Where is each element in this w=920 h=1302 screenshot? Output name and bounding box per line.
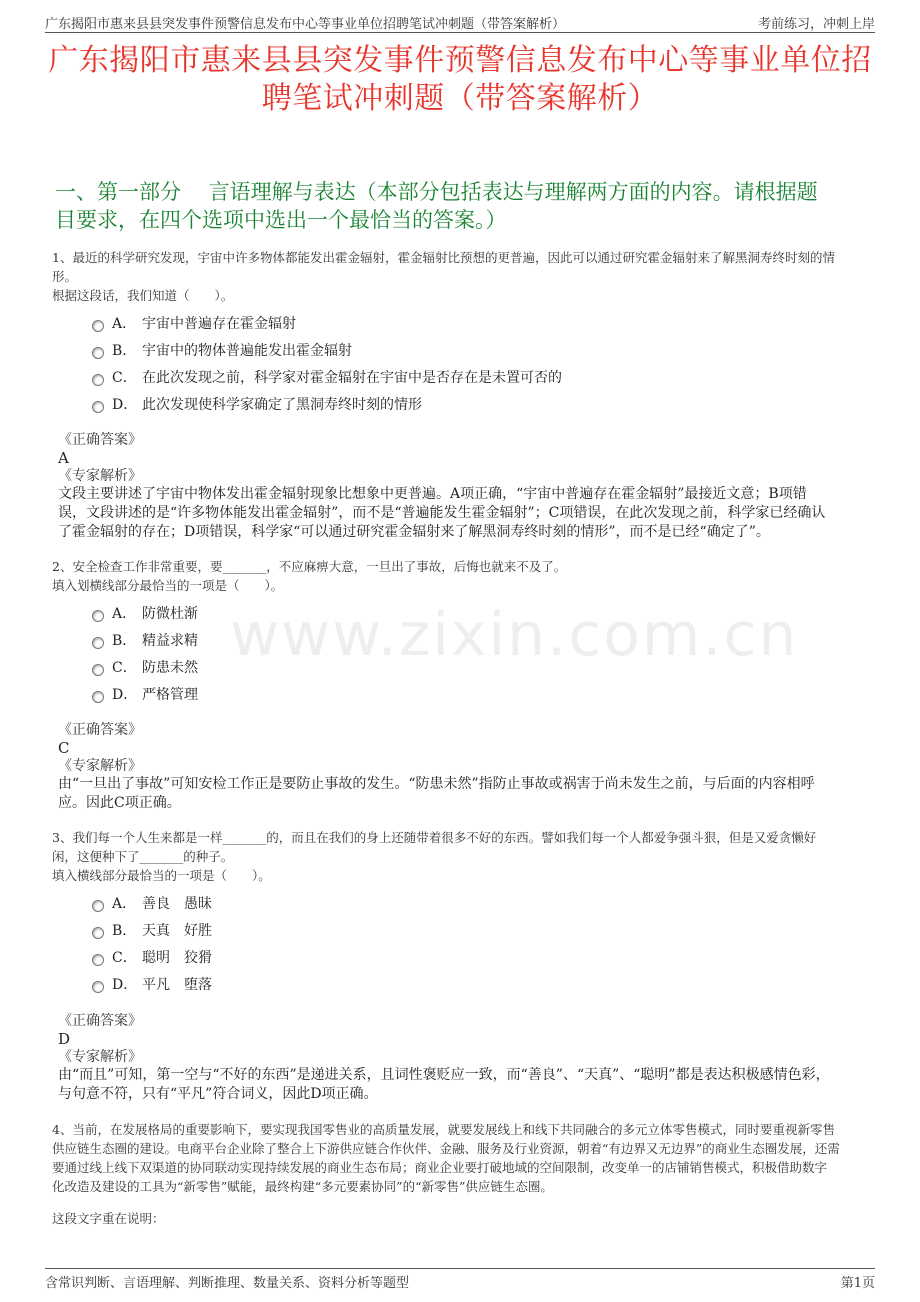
- radio-icon[interactable]: [92, 320, 104, 332]
- analysis-label: 《专家解析》: [58, 758, 142, 774]
- watermark: www.zixin.com.cn: [230, 600, 799, 670]
- question-stem: 4、当前，在发展格局的重要影响下，要实现我国零售业的高质量发展，就要发展线上和线下共同融合的多元立体零售模式，同时要重视新零售: [52, 1122, 835, 1137]
- analysis-label: 《专家解析》: [58, 1049, 142, 1065]
- radio-icon[interactable]: [92, 610, 104, 622]
- radio-icon[interactable]: [92, 981, 104, 993]
- answer-block-3: [58, 1012, 862, 1104]
- answer-block-1: [58, 431, 862, 542]
- section-heading: [55, 178, 865, 234]
- title-line-1: 广东揭阳市惠来县县突发事件预警信息发布中心等事业单位招: [48, 43, 872, 78]
- question-2: [52, 557, 868, 709]
- question-prompt: 这段文字重在说明：: [52, 1211, 165, 1226]
- option-a[interactable]: A． 善良 愚昧: [92, 891, 868, 918]
- option-c[interactable]: C． 聪明 狡猾: [92, 945, 868, 972]
- question-stem: 形。: [52, 269, 78, 284]
- question-stem: 1、最近的科学研究发现，宇宙中许多物体都能发出霍金辐射，霍金辐射比预想的更普遍，因此可以通过研究霍金辐射来了解黑洞寿终时刻的情: [52, 250, 835, 265]
- answer-block-2: [58, 721, 862, 813]
- analysis-label: 《专家解析》: [58, 468, 142, 484]
- page-header: [45, 10, 875, 33]
- option-d[interactable]: D． 此次发现使科学家确定了黑洞寿终时刻的情形: [92, 392, 868, 419]
- question-stem: 闲，这便种下了_______的种子。: [52, 849, 234, 864]
- option-c[interactable]: C． 防患未然: [92, 655, 868, 682]
- radio-icon[interactable]: [92, 900, 104, 912]
- option-a[interactable]: A． 防微杜渐: [92, 601, 868, 628]
- option-b[interactable]: B． 天真 好胜: [92, 918, 868, 945]
- title-line-2: 聘笔试冲刺题（带答案解析）: [261, 81, 659, 116]
- answer-label: 《正确答案》: [58, 722, 142, 738]
- question-stem: 化改造及建设的工具为“新零售”赋能，最终构建“多元要素协同”的“新零售”供应链生态圈。: [52, 1179, 553, 1194]
- header-doc-title: 广东揭阳市惠来县县突发事件预警信息发布中心等事业单位招聘笔试冲刺题（带答案解析）: [45, 17, 566, 32]
- header-slogan: 考前练习，冲刺上岸: [757, 17, 875, 32]
- options-list: [92, 891, 868, 999]
- analysis-text: 由“而且”可知，第一空与“不好的东西”是递进关系，且词性褒贬应一致，而“善良”、“天真”、“聪明”都是表达积极感情色彩，: [58, 1067, 830, 1083]
- question-1: [52, 248, 868, 419]
- question-prompt: 填入横线部分最恰当的一项是（ ）。: [52, 868, 271, 883]
- answer-label: 《正确答案》: [58, 1013, 142, 1029]
- section-line-2: 目要求，在四个选项中选出一个最恰当的答案。）: [55, 208, 507, 232]
- question-prompt: 根据这段话，我们知道（ ）。: [52, 288, 234, 303]
- option-d[interactable]: D． 严格管理: [92, 682, 868, 709]
- question-stem: 要通过线上线下双渠道的协同联动实现持续发展的商业生态布局；商业企业要打破地域的空间限制，改变单一的店铺销售模式，积极借助数字: [52, 1160, 828, 1175]
- radio-icon[interactable]: [92, 927, 104, 939]
- page-number: 第1页: [840, 1276, 875, 1291]
- radio-icon[interactable]: [92, 664, 104, 676]
- question-stem: 2、安全检查工作非常重要，要_______，不应麻痹大意，一旦出了事故，后悔也就来不及了。: [52, 559, 567, 574]
- radio-icon[interactable]: [92, 374, 104, 386]
- section-line-1: 一、第一部分 言语理解与表达（本部分包括表达与理解两方面的内容。请根据题: [55, 180, 818, 204]
- answer-value: A: [58, 449, 69, 467]
- analysis-text: 由“一旦出了事故”可知安检工作正是要防止事故的发生。“防患未然”指防止事故或祸害于尚未发生之前，与后面的内容相呼: [58, 776, 815, 792]
- option-d[interactable]: D． 平凡 堕落: [92, 972, 868, 999]
- question-4: [52, 1120, 868, 1228]
- option-b[interactable]: B． 精益求精: [92, 628, 868, 655]
- analysis-text: 文段主要讲述了宇宙中物体发出霍金辐射现象比想象中更普遍。A项正确，“宇宙中普遍存在霍金辐射”最接近文意；B项错: [58, 486, 807, 502]
- option-c[interactable]: C． 在此次发现之前，科学家对霍金辐射在宇宙中是否存在是未置可否的: [92, 365, 868, 392]
- answer-value: D: [58, 1030, 71, 1048]
- analysis-text: 应。因此C项正确。: [58, 795, 181, 811]
- radio-icon[interactable]: [92, 401, 104, 413]
- question-prompt: 填入划横线部分最恰当的一项是（ ）。: [52, 578, 284, 593]
- analysis-text: 误，文段讲述的是“许多物体能发出霍金辐射”，而不是“普遍能发生霍金辐射”；C项错误，在此次发现之前，科学家已经确认: [58, 505, 826, 521]
- question-stem: 3、我们每一个人生来都是一样_______的，而且在我们的身上还随带着很多不好的东西。譬如我们每一个人都爱争强斗狠，但是又爱贪懒好: [52, 830, 817, 845]
- options-list: [92, 601, 868, 709]
- answer-label: 《正确答案》: [58, 432, 142, 448]
- radio-icon[interactable]: [92, 347, 104, 359]
- analysis-text: 了霍金辐射的存在；D项错误，科学家“可以通过研究霍金辐射来了解黑洞寿终时刻的情形”，而不是已经“确定了”。: [58, 524, 770, 540]
- question-stem: 供应链生态圈的建设。电商平台企业除了整合上下游供应链合作伙伴、金融、服务及行业资源，朝着“有边界又无边界”的商业生态圈发展，还需: [52, 1141, 840, 1156]
- footer-note: 含常识判断、言语理解、判断推理、数量关系、资料分析等题型: [45, 1276, 410, 1291]
- options-list: [92, 311, 868, 419]
- page-footer: [45, 1268, 875, 1289]
- option-b[interactable]: B． 宇宙中的物体普遍能发出霍金辐射: [92, 338, 868, 365]
- analysis-text: 与句意不符，只有“平凡”符合词义，因此D项正确。: [58, 1086, 378, 1102]
- radio-icon[interactable]: [92, 691, 104, 703]
- radio-icon[interactable]: [92, 954, 104, 966]
- answer-value: C: [58, 739, 70, 757]
- question-3: [52, 828, 868, 999]
- option-a[interactable]: A． 宇宙中普遍存在霍金辐射: [92, 311, 868, 338]
- document-title: [45, 42, 875, 118]
- radio-icon[interactable]: [92, 637, 104, 649]
